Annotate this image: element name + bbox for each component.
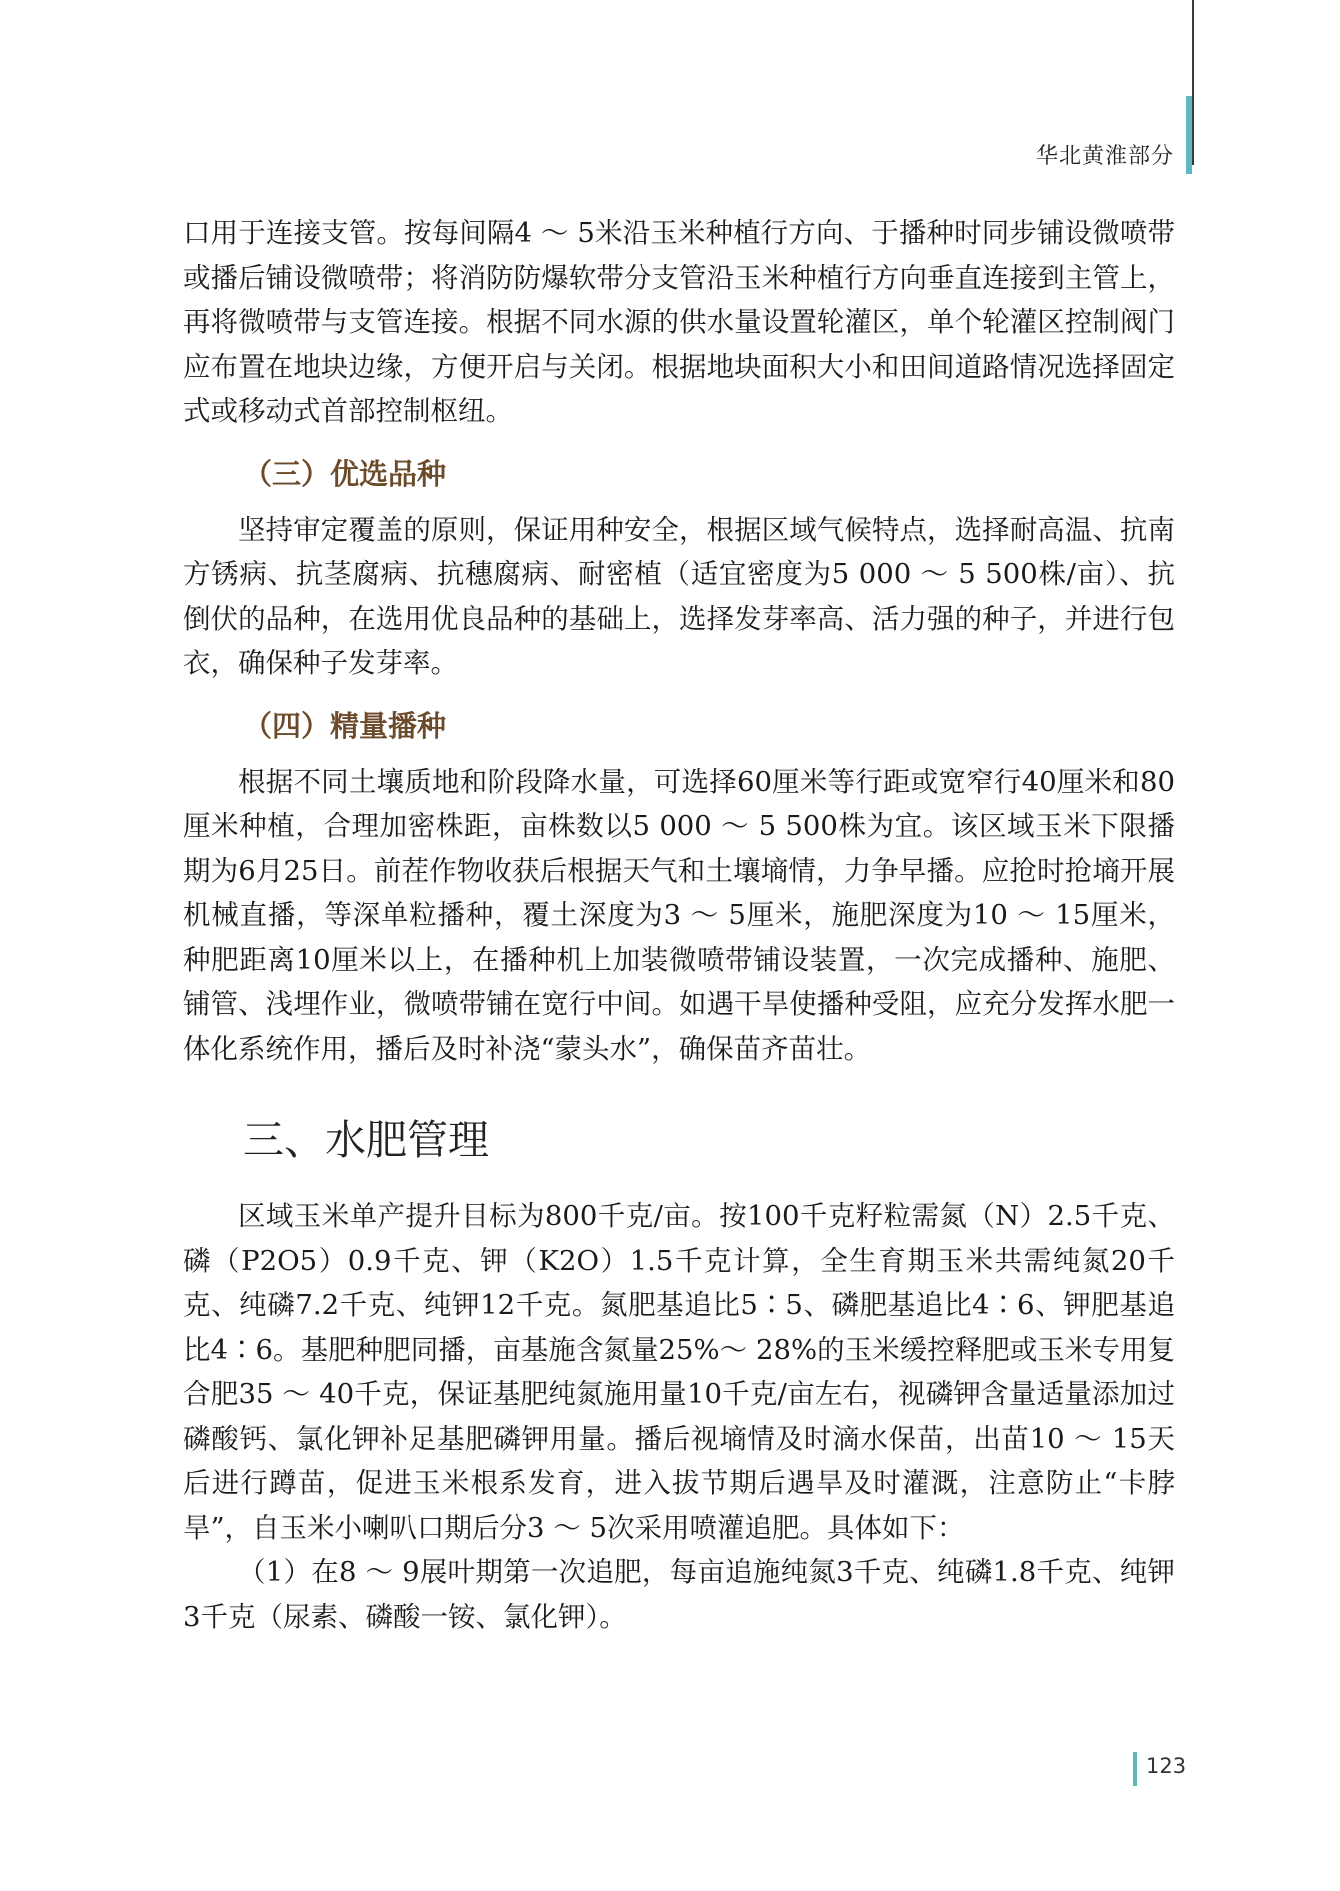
- section-title-water-fertilizer: 三、水肥管理: [243, 1116, 489, 1164]
- page-body: [183, 211, 1175, 1639]
- subheading-variety-selection: （三）优选品种: [243, 456, 447, 491]
- subheading-precision-sowing: （四）精量播种: [243, 708, 447, 743]
- paragraph-first-topdressing: （1）在8 ～ 9展叶期第一次追肥，每亩追施纯氮3千克、纯磷1.8千克、纯钾3千克（尿素、磷酸一铵、氯化钾）。: [183, 1556, 1175, 1633]
- page-number-accent-bar: [1133, 1752, 1137, 1786]
- paragraph-fertilizer-targets: 区域玉米单产提升目标为800千克/亩。按100千克籽粒需氮（N）2.5千克、磷（P2O5）0.9千克、钾（K2O）1.5千克计算，全生育期玉米共需纯氮20千克、纯磷7.2千克、纯钾12千克。氮肥基追比5∶5、磷肥基追比4∶6、钾肥基追比4∶6。基肥种肥同播，亩基施含氮量25%～ 28%的玉米缓控释肥或玉米专用复合肥35 ～ 40千克，保证基肥纯氮施用量10千克/亩左右，视磷钾含量适量添加过磷酸钙、氯化钾补足基肥磷钾用量。播后视墒情及时滴水保苗，出苗10 ～ 15天后进行蹲苗，促进玉米根系发育，进入拔节期后遇旱及时灌溉，注意防止“卡脖旱”，自玉米小喇叭口期后分3 ～ 5次采用喷灌追肥。具体如下：: [183, 1200, 1175, 1544]
- header-rule: [1192, 0, 1194, 165]
- paragraph-variety-selection: 坚持审定覆盖的原则，保证用种安全，根据区域气候特点，选择耐高温、抗南方锈病、抗茎腐病、抗穗腐病、耐密植（适宜密度为5 000 ～ 5 500株/亩）、抗倒伏的品种，在选用优良品种的基础上，选择发芽率高、活力强的种子，并进行包衣，确保种子发芽率。: [183, 513, 1175, 679]
- paragraph-precision-sowing: 根据不同土壤质地和阶段降水量，可选择60厘米等行距或宽窄行40厘米和80厘米种植，合理加密株距，亩株数以5 000 ～ 5 500株为宜。该区域玉米下限播期为6月25日。前茬作物收获后根据天气和土壤墒情，力争早播。应抢时抢墒开展机械直播，等深单粒播种，覆土深度为3 ～ 5厘米，施肥深度为10 ～ 15厘米，种肥距离10厘米以上，在播种机上加装微喷带铺设装置，一次完成播种、施肥、铺管、浅埋作业，微喷带铺在宽行中间。如遇干旱使播种受阻，应充分发挥水肥一体化系统作用，播后及时补浇“蒙头水”，确保苗齐苗壮。: [183, 765, 1175, 1065]
- header-accent-bar: [1186, 96, 1192, 174]
- paragraph-irrigation-layout: 口用于连接支管。按每间隔4 ～ 5米沿玉米种植行方向、于播种时同步铺设微喷带或播后铺设微喷带；将消防防爆软带分支管沿玉米种植行方向垂直连接到主管上，再将微喷带与支管连接。根据不同水源的供水量设置轮灌区，单个轮灌区控制阀门应布置在地块边缘，方便开启与关闭。根据地块面积大小和田间道路情况选择固定式或移动式首部控制枢纽。: [183, 217, 1175, 427]
- running-head: 华北黄淮部分: [1035, 144, 1174, 169]
- page-number: 123: [1146, 1754, 1187, 1778]
